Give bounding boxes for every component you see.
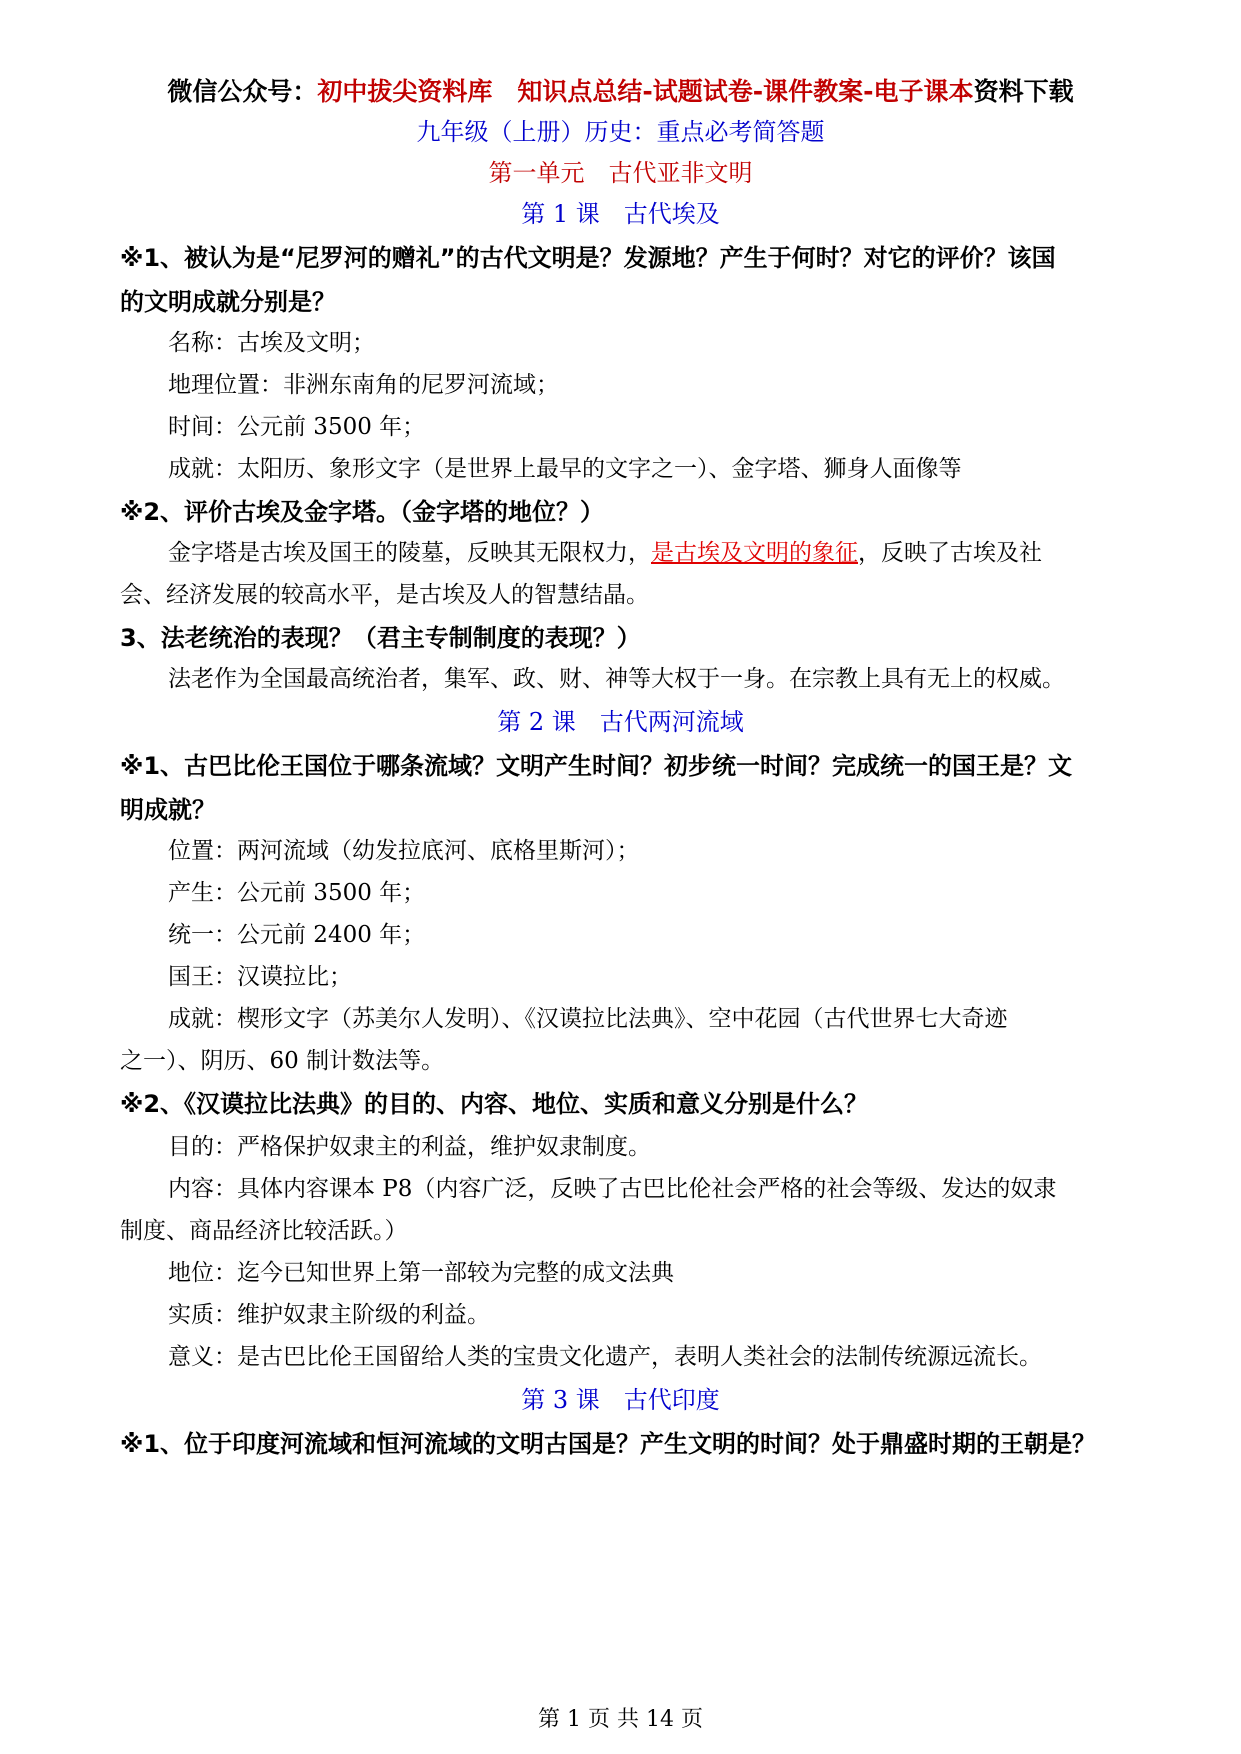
answer-text: 地位：迄今已知世界上第一部较为完整的成文法典 — [168, 1260, 674, 1286]
question-text: ※1、位于印度河流域和恒河流域的文明古国是？产生文明的时间？处于鼎盛时期的王朝是？ — [120, 1430, 1097, 1458]
question-text: 的文明成就分别是？ — [120, 288, 336, 316]
answer-text-part: 金字塔是古埃及国王的陵墓，反映其无限权力， — [168, 540, 651, 566]
answer-text: 之一）、阴历、60 制计数法等。 — [120, 1048, 445, 1074]
answer-text: 统一：公元前 2400 年； — [168, 922, 426, 948]
answer-text: 内容：具体内容课本 P8（内容广泛，反映了古巴比伦社会严格的社会等级、发达的奴隶 — [168, 1176, 1057, 1202]
answer-text: 意义：是古巴比伦王国留给人类的宝贵文化遗产，表明人类社会的法制传统源远流长。 — [168, 1344, 1042, 1370]
header-highlight: 初中拔尖资料库 知识点总结-试题试卷-课件教案-电子课本 — [317, 77, 974, 106]
answer-text: 目的：严格保护奴隶主的利益，维护奴隶制度。 — [168, 1134, 651, 1160]
lesson-3-title: 第 3 课 古代印度 — [521, 1386, 720, 1414]
answer-text — [168, 534, 1130, 567]
answer-text: 成就：太阳历、象形文字（是世界上最早的文字之一）、金字塔、狮身人面像等 — [168, 456, 962, 482]
lesson-1-title: 第 1 课 古代埃及 — [521, 200, 720, 228]
answer-text: 名称：古埃及文明； — [168, 330, 375, 356]
answer-text: 制度、商品经济比较活跃。） — [120, 1218, 408, 1244]
highlighted-answer: 是古埃及文明的象征 — [651, 540, 858, 566]
header-prefix: 微信公众号： — [167, 77, 318, 106]
question-text: 明成就？ — [120, 796, 216, 824]
answer-text: 地理位置：非洲东南角的尼罗河流域； — [168, 372, 559, 398]
question-text: ※2、《汉谟拉比法典》的目的、内容、地位、实质和意义分别是什么？ — [120, 1090, 869, 1118]
question-text: 3、法老统治的表现？（君主专制制度的表现？） — [120, 624, 641, 652]
question-text: ※1、被认为是“尼罗河的赠礼”的古代文明是？发源地？产生于何时？对它的评价？该国 — [120, 244, 1056, 272]
answer-text: 成就：楔形文字（苏美尔人发明）、《汉谟拉比法典》、空中花园（古代世界七大奇迹 — [168, 1006, 1008, 1032]
answer-text: 会、经济发展的较高水平，是古埃及人的智慧结晶。 — [120, 582, 649, 608]
document-title: 九年级（上册）历史：重点必考简答题 — [416, 118, 825, 146]
question-text: ※2、评价古埃及金字塔。（金字塔的地位？） — [120, 498, 605, 526]
answer-text-part: ，反映了古埃及社 — [858, 540, 1042, 566]
answer-text: 产生：公元前 3500 年； — [168, 880, 426, 906]
page-footer: 第 1 页 共 14 页 — [538, 1707, 703, 1732]
page-header — [0, 72, 1241, 108]
answer-text: 法老作为全国最高统治者，集军、政、财、神等大权于一身。在宗教上具有无上的权威。 — [168, 666, 1065, 692]
unit-title: 第一单元 古代亚非文明 — [488, 159, 753, 187]
lesson-2-title: 第 2 课 古代两河流域 — [497, 708, 744, 736]
header-suffix: 资料下载 — [973, 77, 1074, 106]
answer-text: 位置：两河流域（幼发拉底河、底格里斯河）； — [168, 838, 640, 864]
answer-text: 实质：维护奴隶主阶级的利益。 — [168, 1302, 490, 1328]
answer-text: 时间：公元前 3500 年； — [168, 414, 426, 440]
answer-text: 国王：汉谟拉比； — [168, 964, 352, 990]
question-text: ※1、古巴比伦王国位于哪条流域？文明产生时间？初步统一时间？完成统一的国王是？文 — [120, 752, 1073, 780]
